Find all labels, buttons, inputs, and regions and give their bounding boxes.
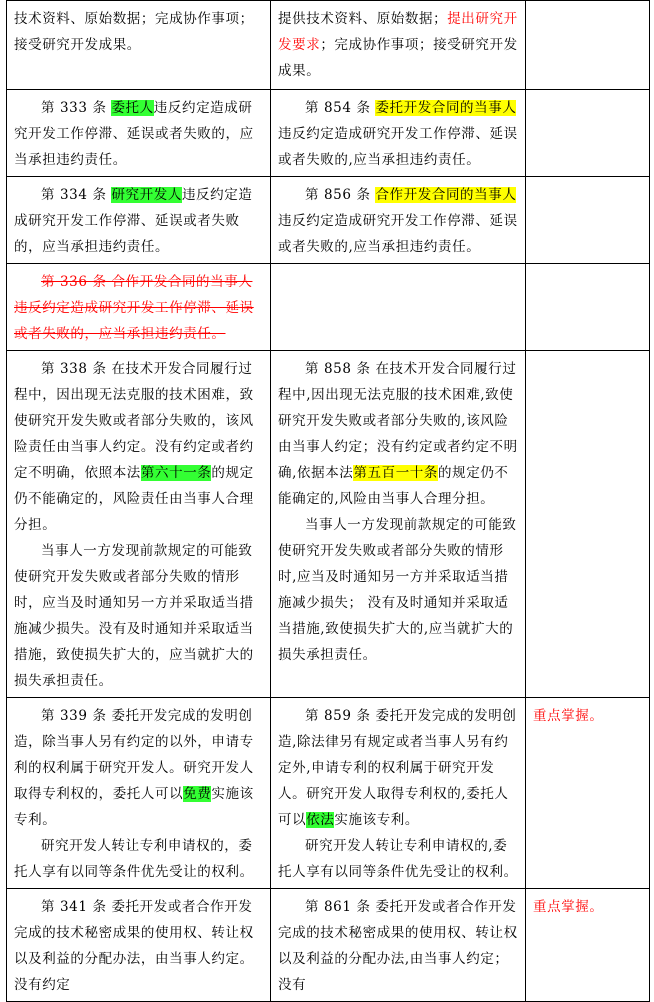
text-run: 的规定仍不能确定的，风险责任由当事人合理分担。 xyxy=(14,465,254,533)
text-run: 第 859 条 委托开发完成的发明创造,除法律另有规定或者当事人另有约定外,申请专利的权利属于研究开发人。研究开发人取得专利权的,委托人可以 xyxy=(278,708,517,828)
table-row xyxy=(7,90,650,177)
text-run: 第 334 条 xyxy=(41,187,112,203)
text-run: 第 856 条 xyxy=(305,187,376,203)
text-run: 第 858 条 在技术开发合同履行过程中,因出现无法克服的技术困难,致使研究开发失败或者部分失败的,该风险由当事人约定；没有约定或者约定不明确,依据本法 xyxy=(278,361,518,481)
text-run: 研究开发人转让专利申请权的,委托人享有以同等条件优先受让的权利。 xyxy=(278,838,518,880)
text-run: 第 341 条 委托开发或者合作开发完成的技术秘密成果的使用权、转让权以及利益的分配办法，由当事人约定。没有约定 xyxy=(14,899,254,993)
text-run: 违反约定造成研究开发工作停滞、延误或者失败的，应当承担违约责任。 xyxy=(14,100,254,168)
highlighted-text: 第五百一十条 xyxy=(353,465,439,481)
paragraph xyxy=(278,182,519,260)
text-run: 的规定仍不能确定的,风险由当事人合理分担。 xyxy=(278,465,509,507)
paragraph xyxy=(14,538,264,694)
cell-right xyxy=(271,90,526,177)
cell-left xyxy=(7,177,271,264)
law-comparison-table xyxy=(6,0,650,1002)
note-text: 重点掌握。 xyxy=(533,899,604,915)
cell-right xyxy=(271,889,526,1002)
text-run: 第 339 条 委托开发完成的发明创造，除当事人另有约定的以外，申请专利的权利属于研究开发人。研究开发人取得专利权的，委托人可以 xyxy=(14,708,254,802)
cell-note xyxy=(526,351,650,698)
paragraph xyxy=(14,182,264,260)
table-row xyxy=(7,177,650,264)
text-run: 第 338 条 在技术开发合同履行过程中，因出现无法克服的技术困难，致使研究开发失败或者部分失败的，该风险责任由当事人约定。没有约定或者约定不明确，依照本法 xyxy=(14,361,254,481)
paragraph xyxy=(14,356,264,538)
text-run: 研究开发人转让专利申请权的，委托人享有以同等条件优先受让的权利。 xyxy=(14,838,254,880)
text-run: 违反约定造成研究开发工作停滞、延误或者失败的,应当承担违约责任。 xyxy=(278,213,518,255)
paragraph xyxy=(278,894,519,998)
cell-note xyxy=(526,1,650,90)
paragraph xyxy=(14,95,264,173)
paragraph xyxy=(278,6,519,84)
table-row xyxy=(7,1,650,90)
paragraph xyxy=(278,95,519,173)
highlighted-text: 研究开发人 xyxy=(111,187,182,203)
paragraph xyxy=(278,512,519,668)
text-run: 技术资料、原始数据；完成协作事项；接受研究开发成果。 xyxy=(14,11,254,53)
cell-left xyxy=(7,351,271,698)
text-run: 第 854 条 xyxy=(305,100,376,116)
table-row xyxy=(7,889,650,1002)
highlighted-text: 依法 xyxy=(306,812,335,828)
highlighted-text: 提出研究开发要求 xyxy=(278,11,518,53)
paragraph xyxy=(14,6,264,58)
cell-right xyxy=(271,177,526,264)
text-run: 违反约定造成研究开发工作停滞、延误或者失败的,应当承担违约责任。 xyxy=(278,126,518,168)
table-row xyxy=(7,351,650,698)
text-run: 当事人一方发现前款规定的可能致使研究开发失败或者部分失败的情形时,应当及时通知另一方并采取适当措施减少损失； 没有及时通知并采取适当措施,致使损失扩大的,应当就扩大的损失承担责任。 xyxy=(278,517,517,663)
cell-right xyxy=(271,698,526,889)
cell-right xyxy=(271,1,526,90)
text-run: 第 861 条 委托开发或者合作开发完成的技术秘密成果的使用权、转让权以及利益的分配办法,由当事人约定；没有 xyxy=(278,899,518,993)
paragraph xyxy=(278,356,519,512)
cell-note xyxy=(526,264,650,351)
paragraph xyxy=(14,703,264,833)
text-run: 当事人一方发现前款规定的可能致使研究开发失败或者部分失败的情形时，应当及时通知另一方并采取适当措施减少损失。没有及时通知并采取适当措施，致使损失扩大的，应当就扩大的损失承担责任。 xyxy=(14,543,254,689)
highlighted-text: 委托开发合同的当事人 xyxy=(375,100,517,116)
cell-left xyxy=(7,1,271,90)
highlighted-text: 第 336 条 合作开发合同的当事人违反约定造成研究开发工作停滞、延误或者失败的，应当承担违约责任。 xyxy=(14,274,254,342)
paragraph xyxy=(14,269,264,347)
text-run: 违反约定造成研究开发工作停滞、延误或者失败的，应当承担违约责任。 xyxy=(14,187,253,255)
cell-left xyxy=(7,264,271,351)
cell-left xyxy=(7,90,271,177)
text-run: 提供技术资料、原始数据； xyxy=(278,11,448,27)
cell-right xyxy=(271,264,526,351)
cell-note xyxy=(526,698,650,889)
note-text: 重点掌握。 xyxy=(533,708,604,724)
highlighted-text: 委托人 xyxy=(111,100,154,116)
paragraph xyxy=(278,833,519,885)
highlighted-text: 第六十一条 xyxy=(140,465,212,481)
cell-note xyxy=(526,889,650,1002)
paragraph xyxy=(278,703,519,833)
paragraph xyxy=(14,833,264,885)
text-run: 实施该专利。 xyxy=(14,786,254,828)
cell-left xyxy=(7,889,271,1002)
cell-note xyxy=(526,177,650,264)
paragraph xyxy=(14,894,264,998)
table-row xyxy=(7,698,650,889)
highlighted-text: 合作开发合同的当事人 xyxy=(375,187,517,203)
text-run: ；完成协作事项；接受研究开发成果。 xyxy=(278,37,518,79)
text-run: 实施该专利。 xyxy=(334,812,420,828)
cell-note xyxy=(526,90,650,177)
table-row xyxy=(7,264,650,351)
table-body xyxy=(7,1,650,1002)
cell-left xyxy=(7,698,271,889)
highlighted-text: 免费 xyxy=(183,786,212,802)
text-run: 第 333 条 xyxy=(41,100,112,116)
cell-right xyxy=(271,351,526,698)
